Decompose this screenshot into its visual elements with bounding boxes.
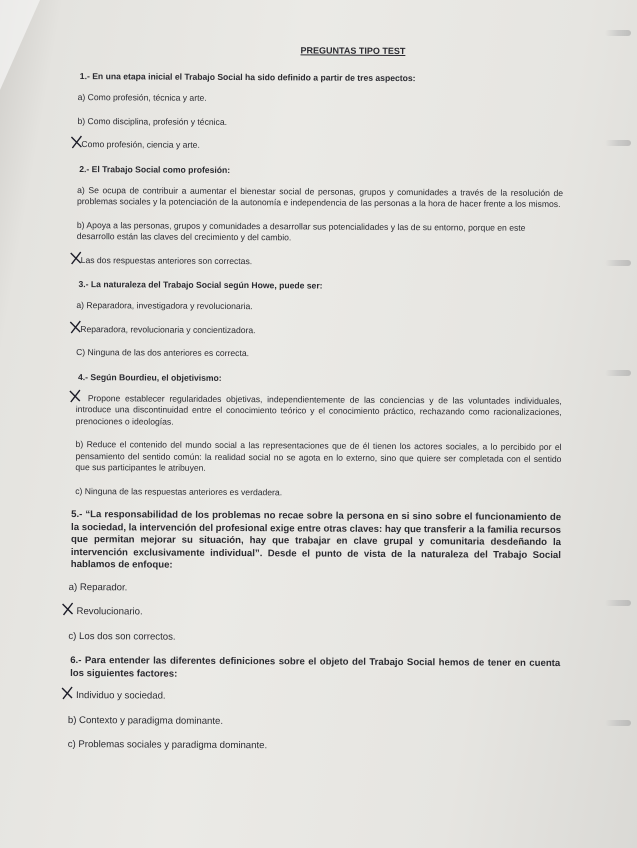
q4-option-c: c) Ninguna de las respuestas anteriores es verdadera. bbox=[75, 485, 283, 497]
q3-option-c: C) Ninguna de las dos anteriores es correcta. bbox=[76, 347, 250, 359]
question-1: 1.- En una etapa inicial el Trabajo Social ha sido definido a partir de tres aspectos: bbox=[79, 71, 416, 84]
handwritten-x-mark-icon bbox=[60, 602, 74, 618]
q6-option-c: c) Problemas sociales y paradigma dominante. bbox=[67, 738, 268, 752]
margin-smudge bbox=[605, 30, 631, 36]
q3-option-a: a) Reparadora, investigadora y revolucionaria. bbox=[76, 300, 253, 312]
handwritten-x-mark-icon bbox=[68, 319, 82, 335]
page-title: PREGUNTAS TIPO TEST bbox=[300, 45, 406, 57]
q5-option-a: a) Reparador. bbox=[68, 581, 128, 593]
margin-smudge bbox=[605, 140, 631, 146]
margin-smudge bbox=[605, 370, 631, 376]
margin-smudge bbox=[605, 260, 631, 266]
question-4: 4.- Según Bourdieu, el objetivismo: bbox=[77, 371, 222, 383]
q1-option-c-text: Como profesión, ciencia y arte. bbox=[81, 139, 200, 150]
q4-option-a-text: Propone establecer regularidades objetivas, independientemente de las conciencias y de las voluntades individuales, introduce una discontinuidad entre el conocimiento teórico y el conocimiento práctico, rechazando como racionalizaciones, prenociones o ideologías. bbox=[75, 392, 562, 427]
q1-option-b: b) Como disciplina, profesión y técnica. bbox=[77, 115, 228, 127]
handwritten-x-mark-icon bbox=[69, 135, 83, 151]
q2-option-c-text: Las dos respuestas anteriores son correctas. bbox=[80, 254, 253, 266]
q5-option-c: c) Los dos son correctos. bbox=[68, 630, 176, 643]
q2-option-a: a) Se ocupa de contribuir a aumentar el bienestar social de personas, grupos y comunidades a través de la resolución de problemas sociales y la potenciación de la autonomía e independencia de las personas a la hora de hacer frente a los mismos. bbox=[77, 184, 564, 209]
q4-option-b: b) Reduce el contenido del mundo social a las representaciones que de él tienen los actores sociales, a lo percibido por el pensamiento del sentido común: la realidad social no se agota en lo externo, sino que quiere ser completada con el sentido que sus participantes le atribuyen. bbox=[75, 439, 562, 473]
q1-option-a: a) Como profesión, técnica y arte. bbox=[77, 92, 207, 103]
question-5: 5.- “La responsabilidad de los problemas no recae sobre la persona en si sino sobre el funcionamiento de la sociedad, la intervención del profesional exige entre otras claves: hay que transferir a la familia recursos que permitan mejorar su situación, hay que trabajar en clave grupal y comunitaria desdeñando la intervención exclusivamente individual”. Desde el punto de vista de la naturaleza del Trabajo Social hablamos de enfoque: bbox=[70, 509, 562, 571]
q5-option-b-text: Revolucionario. bbox=[76, 606, 143, 618]
q4-option-a bbox=[76, 393, 562, 430]
page-fold-corner bbox=[0, 0, 40, 90]
q6-option-a-text: Individuo y sociedad. bbox=[75, 690, 166, 702]
q3-option-b-text: Reparadora, revolucionaria y concientizadora. bbox=[80, 323, 256, 335]
q6-option-b: b) Contexto y paradigma dominante. bbox=[67, 714, 224, 727]
document-body bbox=[68, 44, 564, 766]
question-3: 3.- La naturaleza del Trabajo Social según Howe, puede ser: bbox=[78, 279, 323, 291]
question-2: 2.- El Trabajo Social como profesión: bbox=[79, 163, 231, 175]
q3-option-b bbox=[76, 324, 562, 338]
q2-option-b: b) Apoya a las personas, grupos y comunidades a desarrollar sus potencialidades y las de su entorno, porque en este desarrollo están las claves del crecimiento y del cambio. bbox=[76, 219, 526, 243]
q5-option-b bbox=[68, 606, 560, 622]
handwritten-x-mark-icon bbox=[68, 388, 82, 404]
margin-smudge bbox=[605, 720, 631, 726]
handwritten-x-mark-icon bbox=[69, 250, 83, 266]
q1-option-c bbox=[77, 139, 563, 153]
larger-text-section bbox=[68, 509, 561, 755]
question-6: 6.- Para entender las diferentes definiciones sobre el objeto del Trabajo Social hemos de tener en cuenta los siguientes factores: bbox=[70, 655, 561, 680]
margin-smudge bbox=[605, 600, 631, 606]
q2-option-c bbox=[77, 255, 563, 269]
handwritten-x-mark-icon bbox=[60, 686, 74, 702]
q6-option-a bbox=[68, 690, 560, 706]
